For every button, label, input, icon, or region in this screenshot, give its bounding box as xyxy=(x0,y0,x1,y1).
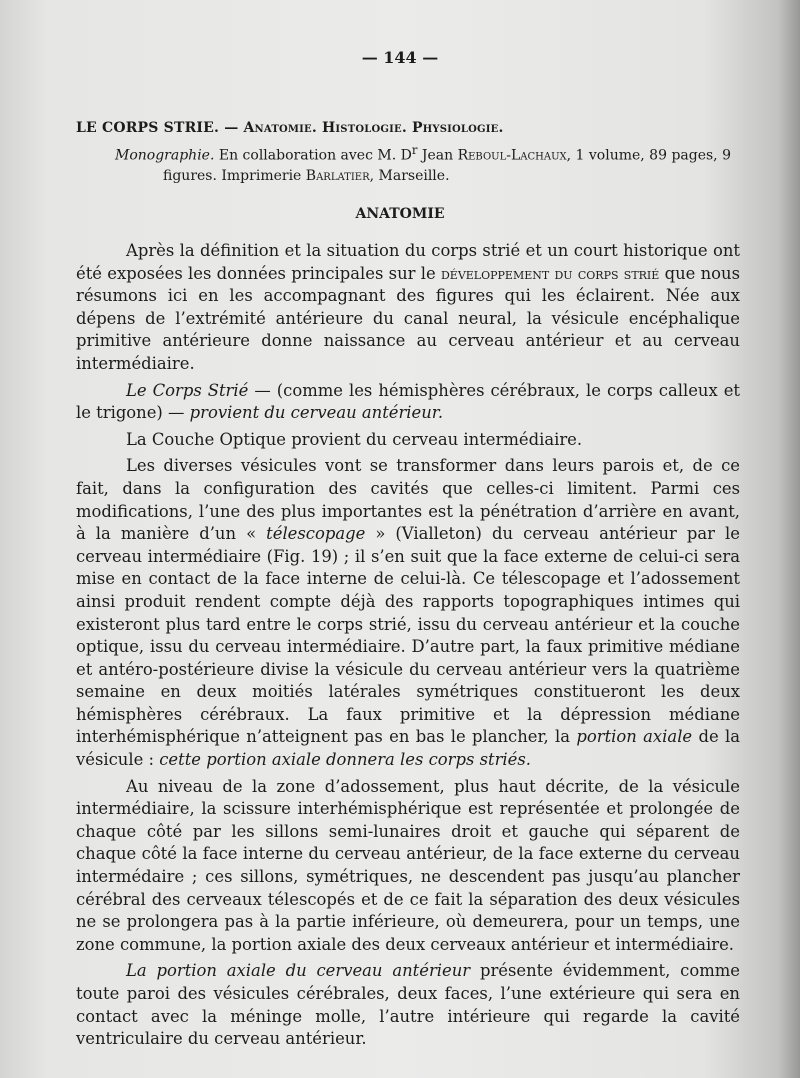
p4-italic-2: portion axiale xyxy=(576,727,693,747)
p2-italic-2: provient du cerveau antérieur. xyxy=(189,403,444,423)
paragraph-4 xyxy=(76,455,740,771)
paragraph-6 xyxy=(76,960,740,1050)
p2-text: — (comme les hémisphères cérébraux, le corps calleux et le trigone) — xyxy=(76,380,740,423)
p2-italic-1: Le Corps Strié xyxy=(126,380,249,400)
meta-printer: Barlatier xyxy=(305,167,370,184)
entry-subjects: Anatomie. Histologie. Physiologie. xyxy=(243,120,504,136)
body-text xyxy=(76,240,740,1055)
meta-author: Reboul-Lachaux xyxy=(457,147,567,164)
paragraph-5: Au niveau de la zone d’adossement, plus haut décrite, de la vésicule intermédiaire, la scissure interhémisphérique est représentée et prolongée de chaque côté par les sillons semi-lunaires droit et gauche qui séparent de chaque côté la face interne du cerveau antérieur, de la face externe du cerveau intermédaire ; ces sillons, symétriques, ne descendent pas jusqu’au plancher cérébral des cerveaux télescopés et de ce fait la séparation des deux vésicules ne se prolongera pas à la partie inférieure, où demeurera, pour un temps, une zone commune, la portion axiale des deux cerveaux antérieur et intermédiaire. xyxy=(76,776,740,954)
p1-text-a: Après la définition et la situation du corps strié et un court historique ont été exposées les données principales sur le xyxy=(76,241,740,283)
meta-sup: r xyxy=(411,143,418,157)
p6-text: présente évidemment, comme toute paroi des vésicules cérébrales, deux faces, l’une extérieure qui sera en contact avec la méninge molle, l’autre intérieure qui regarde la cavité ventriculaire du cerveau antérieur. xyxy=(76,961,740,1049)
paragraph-2 xyxy=(76,380,740,425)
entry-meta xyxy=(115,140,783,186)
meta-text-1: En collaboration avec M. D xyxy=(214,147,412,164)
meta-text-4: , Marseille. xyxy=(369,167,450,184)
p4-italic-1: télescopage xyxy=(266,524,366,544)
paragraph-1 xyxy=(76,240,740,376)
entry-title: LE CORPS STRIE. xyxy=(76,120,220,136)
p1-smallcaps: développement du corps strié xyxy=(440,263,660,283)
p4-italic-3: cette portion axiale donnera les corps striés. xyxy=(159,750,531,770)
paragraph-3: La Couche Optique provient du cerveau intermédiaire. xyxy=(126,429,583,449)
section-title: ANATOMIE xyxy=(355,206,445,222)
meta-text-2: Jean xyxy=(417,147,458,164)
entry-dash: — xyxy=(219,120,244,136)
p4-text-a: Les diverses vésicules vont se transformer dans leurs parois et, de ce fait, dans la configuration des cavités que celles-ci limitent. Parmi ces modifications, l’une des plus importantes est la pénétration d’arrière en avant, à la manière d’un « xyxy=(76,456,740,544)
page-number: — 144 — xyxy=(361,48,439,67)
p1-text-b: que nous résumons ici en les accompagnant des figures qui les éclairent. Née aux dépens de l’extrémité antérieure du canal neural, la vésicule encéphalique primitive antérieure donne naissance au cerveau antérieur et au cerveau intermédiaire. xyxy=(76,263,740,373)
meta-label: Monographie. xyxy=(115,147,215,164)
p4-text-c: de la vésicule : xyxy=(76,727,740,770)
p6-italic: La portion axiale du cerveau antérieur xyxy=(126,961,471,981)
entry-heading xyxy=(76,120,746,136)
meta-text-3: , 1 volume, 89 pages, 9 figures. Imprimerie xyxy=(163,147,731,184)
p4-text-b: » (Vialleton) du cerveau antérieur par le cerveau intermédiaire (Fig. 19) ; il s’en suit que la face externe de celui-ci sera mise en contact de la face interne de celui-là. Ce télescopage et l’adossement ainsi produit rendent compte déjà des rapports topographiques intimes qui existeront plus tard entre le corps strié, issu du cerveau antérieur et la couche optique, issu du cerveau intermédiaire. D’autre part, la faux primitive médiane et antéro-postérieure divise la vésicule du cerveau antérieur vers la quatrième semaine en deux moitiés latérales symétriques constitueront les deux hémisphères cérébraux. La faux primitive et la dépression médiane interhémisphérique n’atteignent pas en bas le plancher, la xyxy=(76,524,740,747)
